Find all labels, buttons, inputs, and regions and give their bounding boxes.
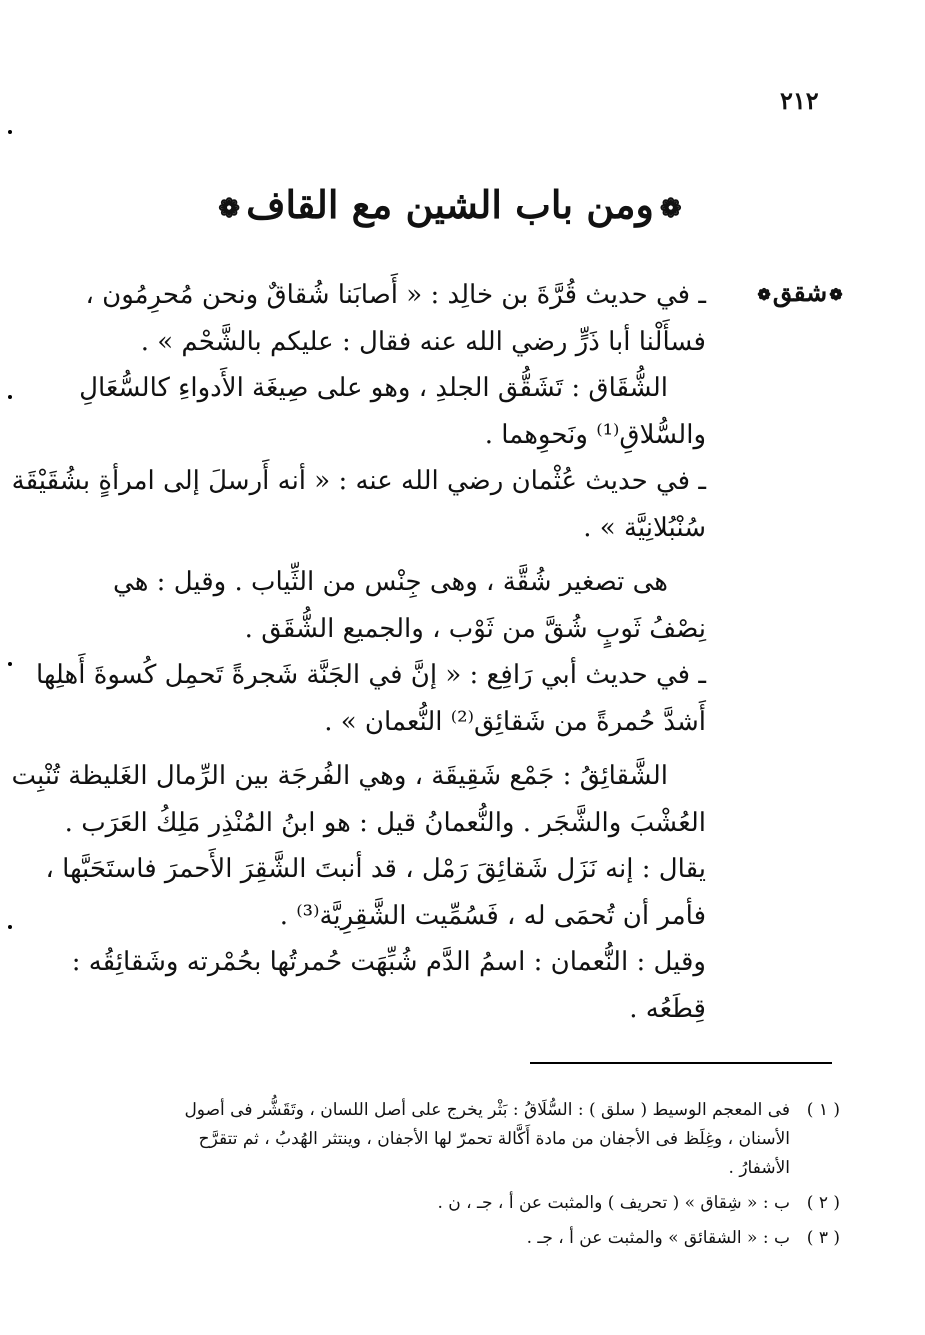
footnote-text — [60, 1189, 790, 1218]
footnote — [60, 1189, 840, 1218]
footnote-text — [60, 1096, 790, 1183]
ornament-icon: ❁ — [829, 285, 843, 304]
ornament-icon: ❁ — [757, 285, 771, 304]
footnote-line: الأشفارُ . — [728, 1158, 790, 1178]
footnote-line: ب : « شِقاق » ( تحريف ) والمثبت عن أ ، جـ ، ن . — [437, 1193, 790, 1213]
footnote — [60, 1224, 840, 1253]
margin-dot — [8, 662, 12, 666]
text-line: وقيل : النُّعمان : اسمُ الدَّم شُبِّهَت حُمرتُها بحُمْرته وشَقائِقُه : — [71, 947, 706, 977]
main-text — [11, 272, 706, 1032]
footnote-number: ( ٣ ) — [806, 1228, 840, 1248]
text-line: فأمر أن تُحمَى له ، فَسُمِّيت الشَّقِرِيَّة⁽³⁾ . — [279, 900, 706, 931]
text-line: الشُّقَاق : تَشَقُّق الجلدِ ، وهو على صِيغَة الأَدواءِ كالسُّعَالِ — [79, 373, 668, 403]
text-line: ـ في حديث عُثْمان رضي الله عنه : « أنه أَرسلَ إلى امرأةٍ بشُقَيْقَة — [11, 466, 706, 496]
text-line: ـ في حديث قُرَّةَ بن خالِد : « أَصابَنا شُقاقٌ ونحن مُحرِمُون ، — [85, 280, 706, 310]
footnote-number: ( ١ ) — [806, 1100, 840, 1120]
text-line: سُنْبُلانِيَّة » . — [583, 512, 706, 543]
ornament-icon: ❁ — [659, 193, 682, 224]
footnote-line: فى المعجم الوسيط ( سلق ) : السُّلَاقُ : بَثْر يخرج على أصل اللسان ، وتَقَشُّر فى أصول — [184, 1100, 790, 1120]
footnote-divider — [530, 1062, 832, 1064]
text-line: والسُّلاقِ⁽¹⁾ ونَحوِهما . — [484, 419, 706, 450]
footnote — [60, 1096, 840, 1183]
margin-dot — [8, 925, 12, 929]
margin-dot — [8, 395, 12, 399]
text-line: نِصْفُ ثَوبٍ شُقَّ من ثَوْب ، والجميع الشُّقَق . — [244, 613, 706, 644]
side-keyword-text: شقق — [772, 278, 828, 307]
footnote-text — [60, 1224, 790, 1253]
text-line: هى تصغير شُقَّة ، وهى جِنْس من الثِّياب . وقيل : هي — [113, 567, 668, 597]
ornament-icon: ❁ — [218, 193, 241, 224]
page-number: ٢١٢ — [780, 86, 819, 115]
text-line: العُشْبَ والشَّجَر . والنُّعمانُ قيل : هو ابنُ المُنْذِر مَلِكُ العَرَب . — [64, 807, 706, 838]
text-line: ـ في حديث أبي رَافِع : « إنَّ في الجَنَّة شَجرةً تَحمِل كُسوةَ أَهلِها — [36, 660, 706, 690]
footnotes — [60, 1096, 840, 1259]
text-line: أَشدَّ حُمرةً من شَقائِق⁽²⁾ النُّعمان » . — [324, 706, 706, 737]
chapter-title — [170, 182, 730, 227]
text-line: قِطَعُه . — [629, 993, 706, 1024]
text-line: فسأَلْنا أبا ذَرٍّ رضي الله عنه فقال : عليكم بالشَّحْم » . — [140, 326, 706, 357]
margin-dot — [8, 130, 12, 134]
footnote-line: ب : « الشقائق » والمثبت عن أ ، جـ . — [526, 1228, 790, 1248]
text-line: يقال : إنه نَزَل شَقائِقَ رَمْل ، قد أنبتَ الشَّقِرَ الأَحمرَ فاستَحَبَّها ، — [45, 854, 706, 884]
side-keyword — [735, 278, 865, 307]
text-line: الشَّقائِقُ : جَمْع شَقِيقَة ، وهي الفُرجَة بين الرِّمال الغَليظة تُنْبِت — [11, 761, 668, 791]
footnote-number: ( ٢ ) — [806, 1193, 840, 1213]
chapter-title-text: ومن باب الشين مع القاف — [246, 182, 654, 227]
footnote-line: الأسنان ، وغِلَظ فى الأجفان من مادة أَكَّالة تحمرّ لها الأجفان ، وينتثر الهُدبُ ، ثم تتقرَّح — [198, 1129, 790, 1149]
